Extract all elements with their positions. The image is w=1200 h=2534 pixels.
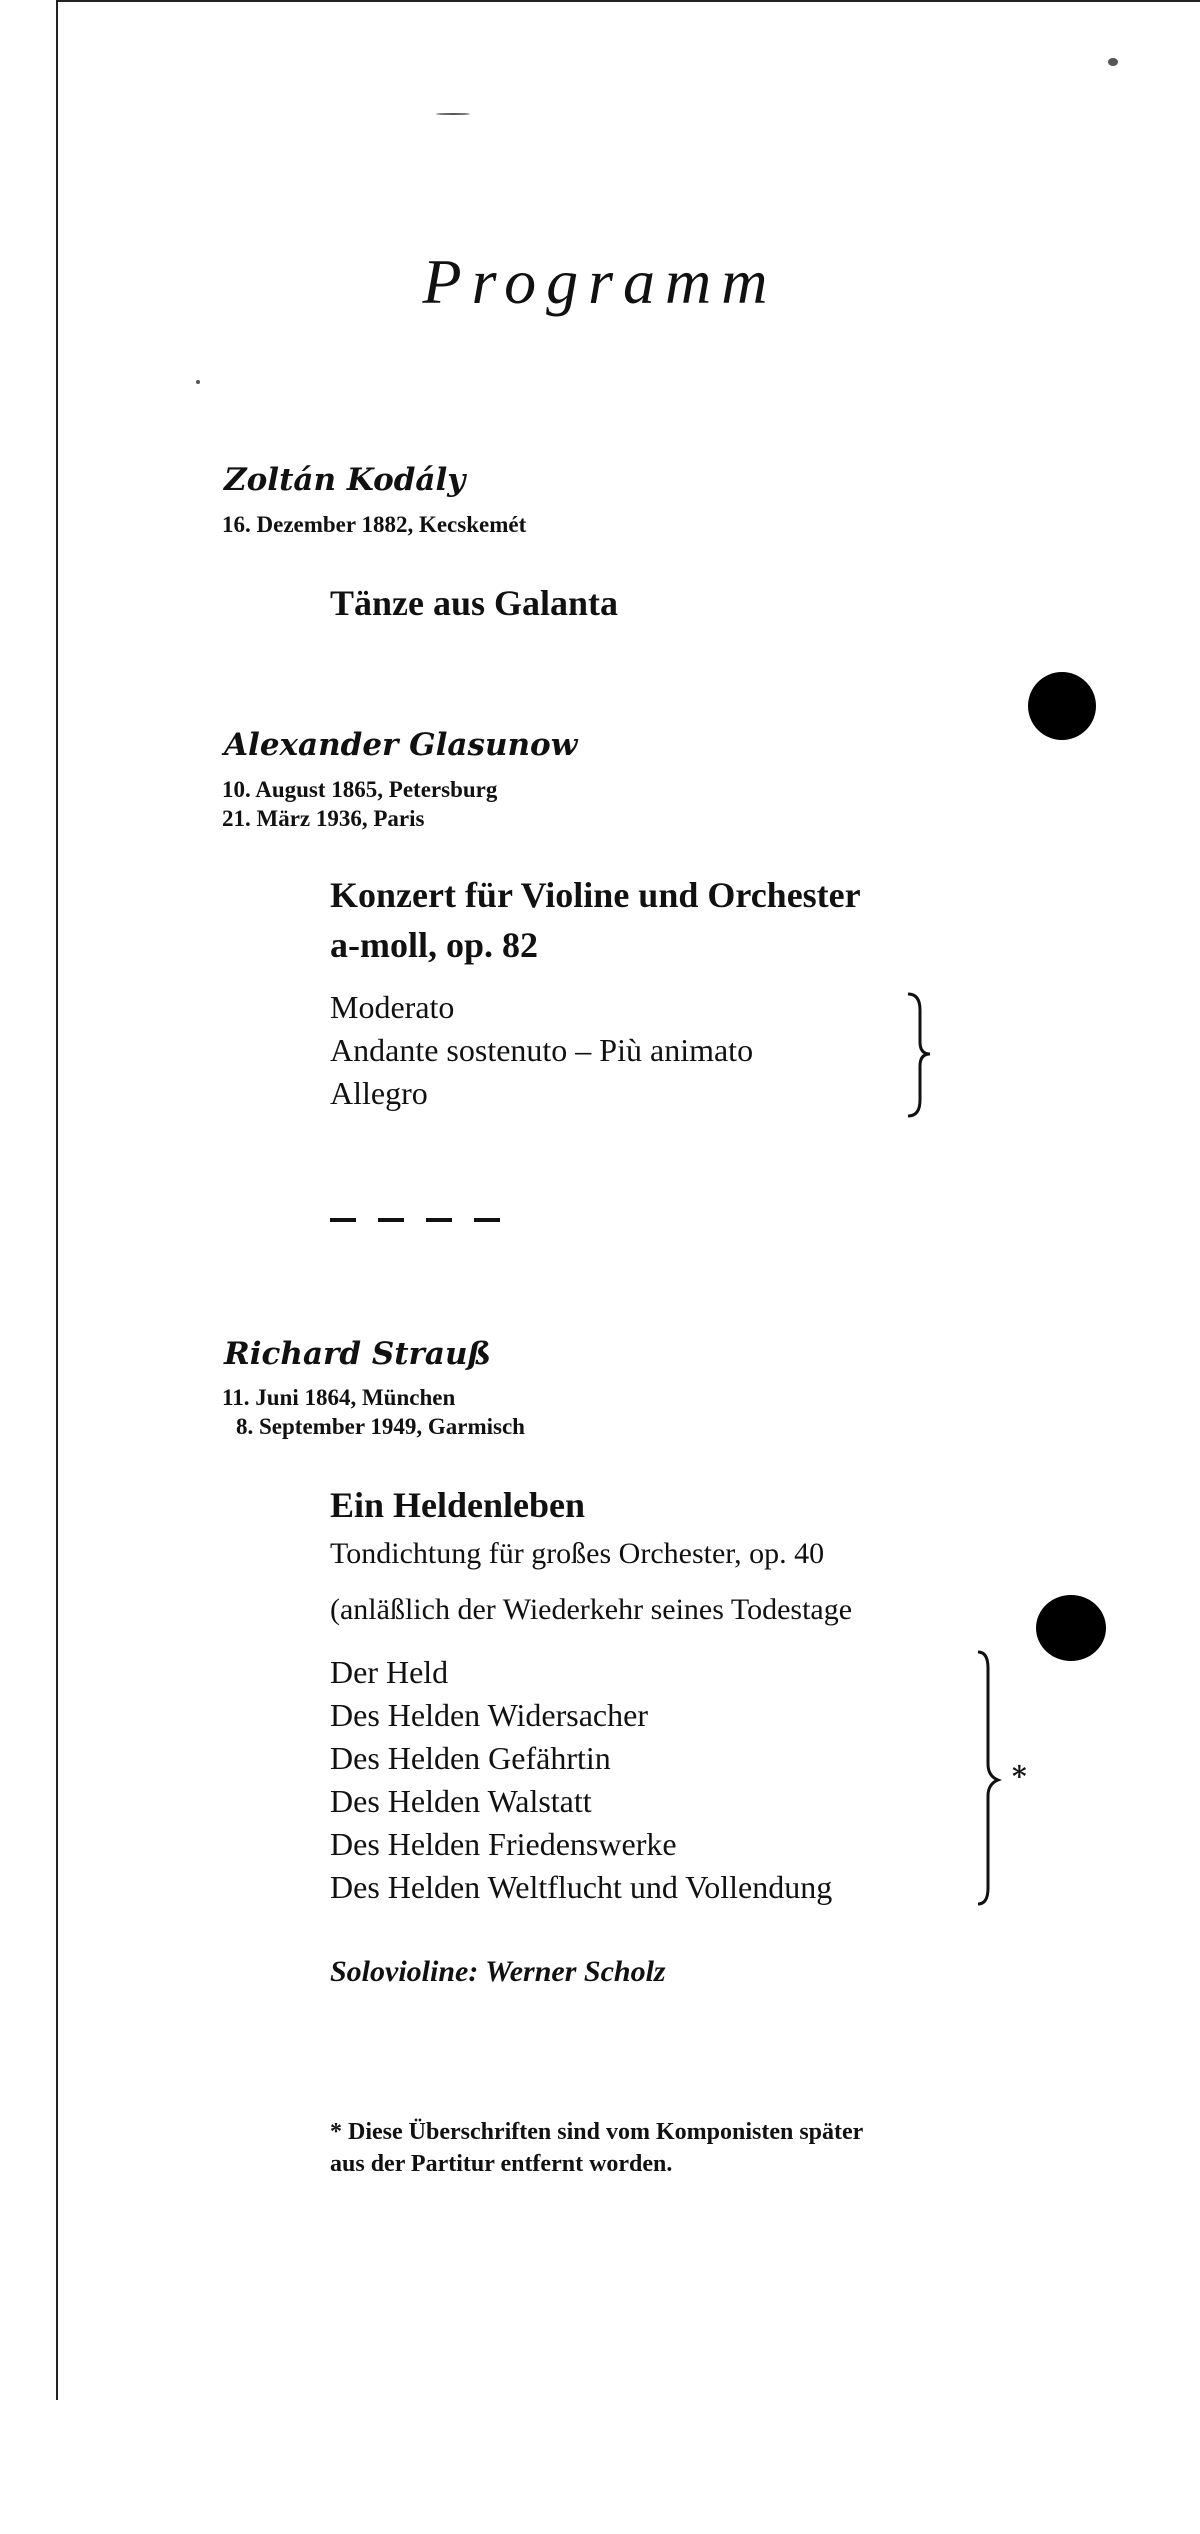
movement-list <box>330 986 753 1115</box>
scan-speck <box>196 380 200 384</box>
dash <box>378 1218 404 1222</box>
date-line: 21. März 1936, Paris <box>222 806 425 831</box>
composer-name: Alexander Glasunow <box>224 727 578 763</box>
movement-brace <box>972 1648 1012 1910</box>
work-title <box>330 1480 585 1530</box>
work-occasion: (anläßlich der Wiederkehr seines Todestage <box>330 1593 853 1626</box>
movement: Allegro <box>330 1075 428 1111</box>
dash <box>330 1218 356 1222</box>
page-border-left <box>56 0 58 2400</box>
composer-dates <box>222 775 497 833</box>
work-title-line: Tänze aus Galanta <box>330 583 619 623</box>
movement: Des Helden Weltflucht und Vollendung <box>330 1869 833 1905</box>
date-line: 11. Juni 1864, München <box>222 1385 456 1410</box>
movement: Andante sostenuto – Più animato <box>330 1032 754 1068</box>
movement: Moderato <box>330 989 455 1025</box>
movement-brace <box>900 990 940 1120</box>
footnote-text: Diese Überschriften sind vom Komponisten später <box>348 2119 864 2145</box>
work-title-line: Konzert für Violine und Orchester <box>330 875 861 915</box>
date-line: 10. August 1865, Petersburg <box>222 777 498 802</box>
footnote <box>330 2116 863 2180</box>
dash <box>474 1218 500 1222</box>
composer-name: Zoltán Kodály <box>224 462 466 498</box>
date-line: 16. Dezember 1882, Kecskemét <box>222 512 527 537</box>
footnote-marker: * <box>330 2119 342 2145</box>
movement: Des Helden Walstatt <box>330 1783 592 1819</box>
movement: Des Helden Widersacher <box>330 1697 648 1733</box>
movement: Des Helden Friedenswerke <box>330 1826 677 1862</box>
work-subtitle: Tondichtung für großes Orchester, op. 40 <box>330 1537 825 1570</box>
movement-list <box>330 1651 832 1909</box>
intermission-dashes <box>330 1218 500 1222</box>
work-title <box>330 870 861 970</box>
soloist-credit: Solovioline: Werner Scholz <box>330 1955 666 1988</box>
composer-dates <box>222 1383 525 1441</box>
composer-dates <box>222 510 526 539</box>
movement: Des Helden Gefährtin <box>330 1740 611 1776</box>
punch-hole-top <box>1028 672 1096 740</box>
scan-speck <box>436 113 470 115</box>
footnote-line <box>330 2116 863 2148</box>
scan-speck <box>1108 58 1118 66</box>
composer-name: Richard Strauß <box>224 1336 492 1372</box>
footnote-line: aus der Partitur entfernt worden. <box>330 2151 673 2177</box>
footnote-marker: * <box>1012 1760 1027 1793</box>
movement: Der Held <box>330 1654 449 1690</box>
page-title: Programm <box>422 246 778 317</box>
date-line: 8. September 1949, Garmisch <box>236 1414 525 1439</box>
dash <box>426 1218 452 1222</box>
work-title <box>330 578 618 628</box>
page-border-top <box>56 0 1200 2</box>
work-title-line: a-moll, op. 82 <box>330 925 539 965</box>
punch-hole-bottom <box>1036 1595 1106 1661</box>
work-title-line: Ein Heldenleben <box>330 1485 586 1525</box>
